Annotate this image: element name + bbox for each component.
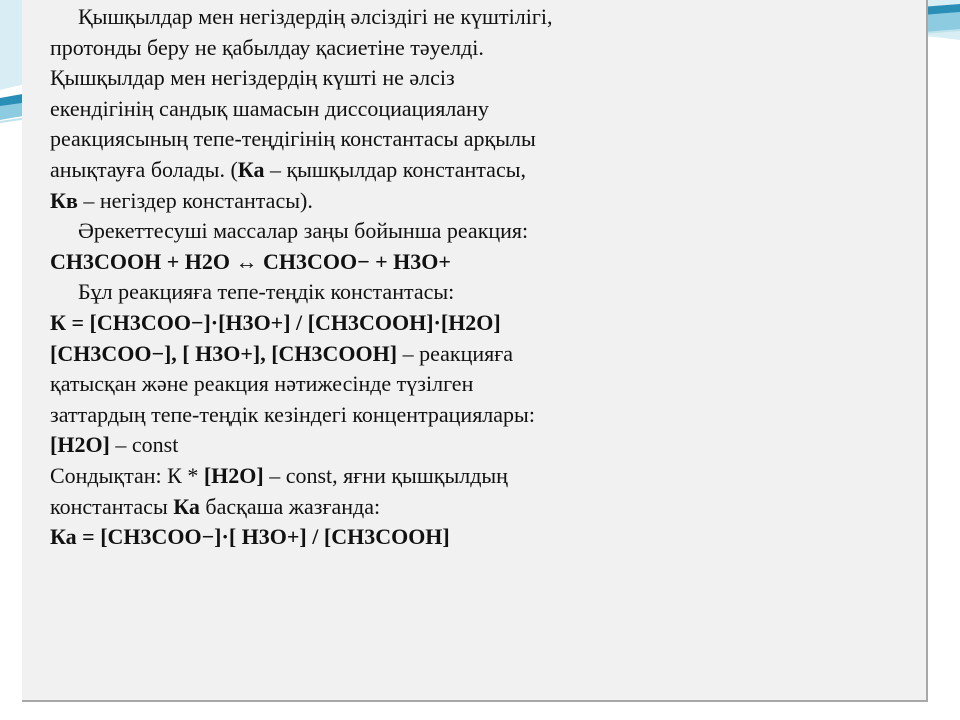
- text-segment: екендігінің сандық шамасын диссоциациялану: [50, 95, 489, 121]
- text-line: [50, 522, 930, 553]
- text-line: [50, 63, 930, 94]
- text-segment: реакциясының тепе-теңдігінің константасы арқылы: [50, 126, 536, 152]
- text-segment: – қышқылдар константасы,: [264, 156, 526, 182]
- text-line: [50, 2, 930, 33]
- bold-text-segment: Ка = [CH3COO−]·[ H3O+] / [CH3COOH]: [50, 524, 450, 550]
- bold-text-segment: [CH3COO−], [ H3O+], [CH3COOH]: [50, 340, 398, 366]
- bold-text-segment: CH3COOH + H2O ↔ CH3COO− + H3O+: [50, 248, 451, 274]
- text-segment: – const: [109, 432, 179, 458]
- text-segment: заттардың тепе-теңдік кезіндегі концентрациялары:: [50, 401, 535, 427]
- text-segment: Қышқылдар мен негіздердің әлсіздігі не күштілігі,: [78, 4, 553, 29]
- text-line: [50, 33, 930, 64]
- text-segment: Әрекеттесуші массалар заңы бойынша реакция:: [78, 218, 529, 244]
- text-segment: протонды беру не қабылдау қасиетіне тәуелді.: [50, 34, 484, 60]
- text-line: [50, 94, 930, 125]
- text-segment: константасы: [50, 493, 174, 519]
- text-line: [50, 492, 930, 523]
- text-segment: – const, яғни қышқылдың: [263, 462, 508, 488]
- text-line: [50, 247, 930, 278]
- bold-text-segment: Ка: [237, 156, 265, 182]
- content-panel: [22, 0, 928, 702]
- text-segment: анықтауға болады. (: [50, 156, 238, 182]
- text-segment: Қышқылдар мен негіздердің күшті не әлсіз: [50, 65, 455, 91]
- text-line: [50, 155, 930, 186]
- bold-text-segment: К = [CH3COO−]·[H3O+] / [CH3COOH]·[H2O]: [50, 309, 501, 335]
- bold-text-segment: Ка: [173, 493, 200, 519]
- text-line: [50, 369, 930, 400]
- text-line: [50, 308, 930, 339]
- bold-text-segment: [H2O]: [203, 462, 264, 488]
- bold-text-segment: Кв: [50, 187, 78, 213]
- text-line: [50, 216, 930, 247]
- text-segment: – негіздер константасы).: [77, 187, 313, 213]
- slide-text-body: [50, 2, 930, 553]
- text-segment: қатысқан және реакция нәтижесінде түзілген: [50, 371, 474, 397]
- text-line: [50, 461, 930, 492]
- bold-text-segment: [H2O]: [50, 432, 110, 458]
- text-line: [50, 124, 930, 155]
- text-segment: Сондықтан: К *: [50, 462, 204, 488]
- text-segment: – реакцияға: [397, 340, 514, 366]
- text-line: [50, 186, 930, 217]
- text-line: [50, 430, 930, 461]
- text-line: [50, 400, 930, 431]
- text-segment: Бұл реакцияға тепе-теңдік константасы:: [78, 279, 455, 305]
- text-segment: басқаша жазғанда:: [199, 493, 381, 519]
- text-line: [50, 277, 930, 308]
- text-line: [50, 339, 930, 370]
